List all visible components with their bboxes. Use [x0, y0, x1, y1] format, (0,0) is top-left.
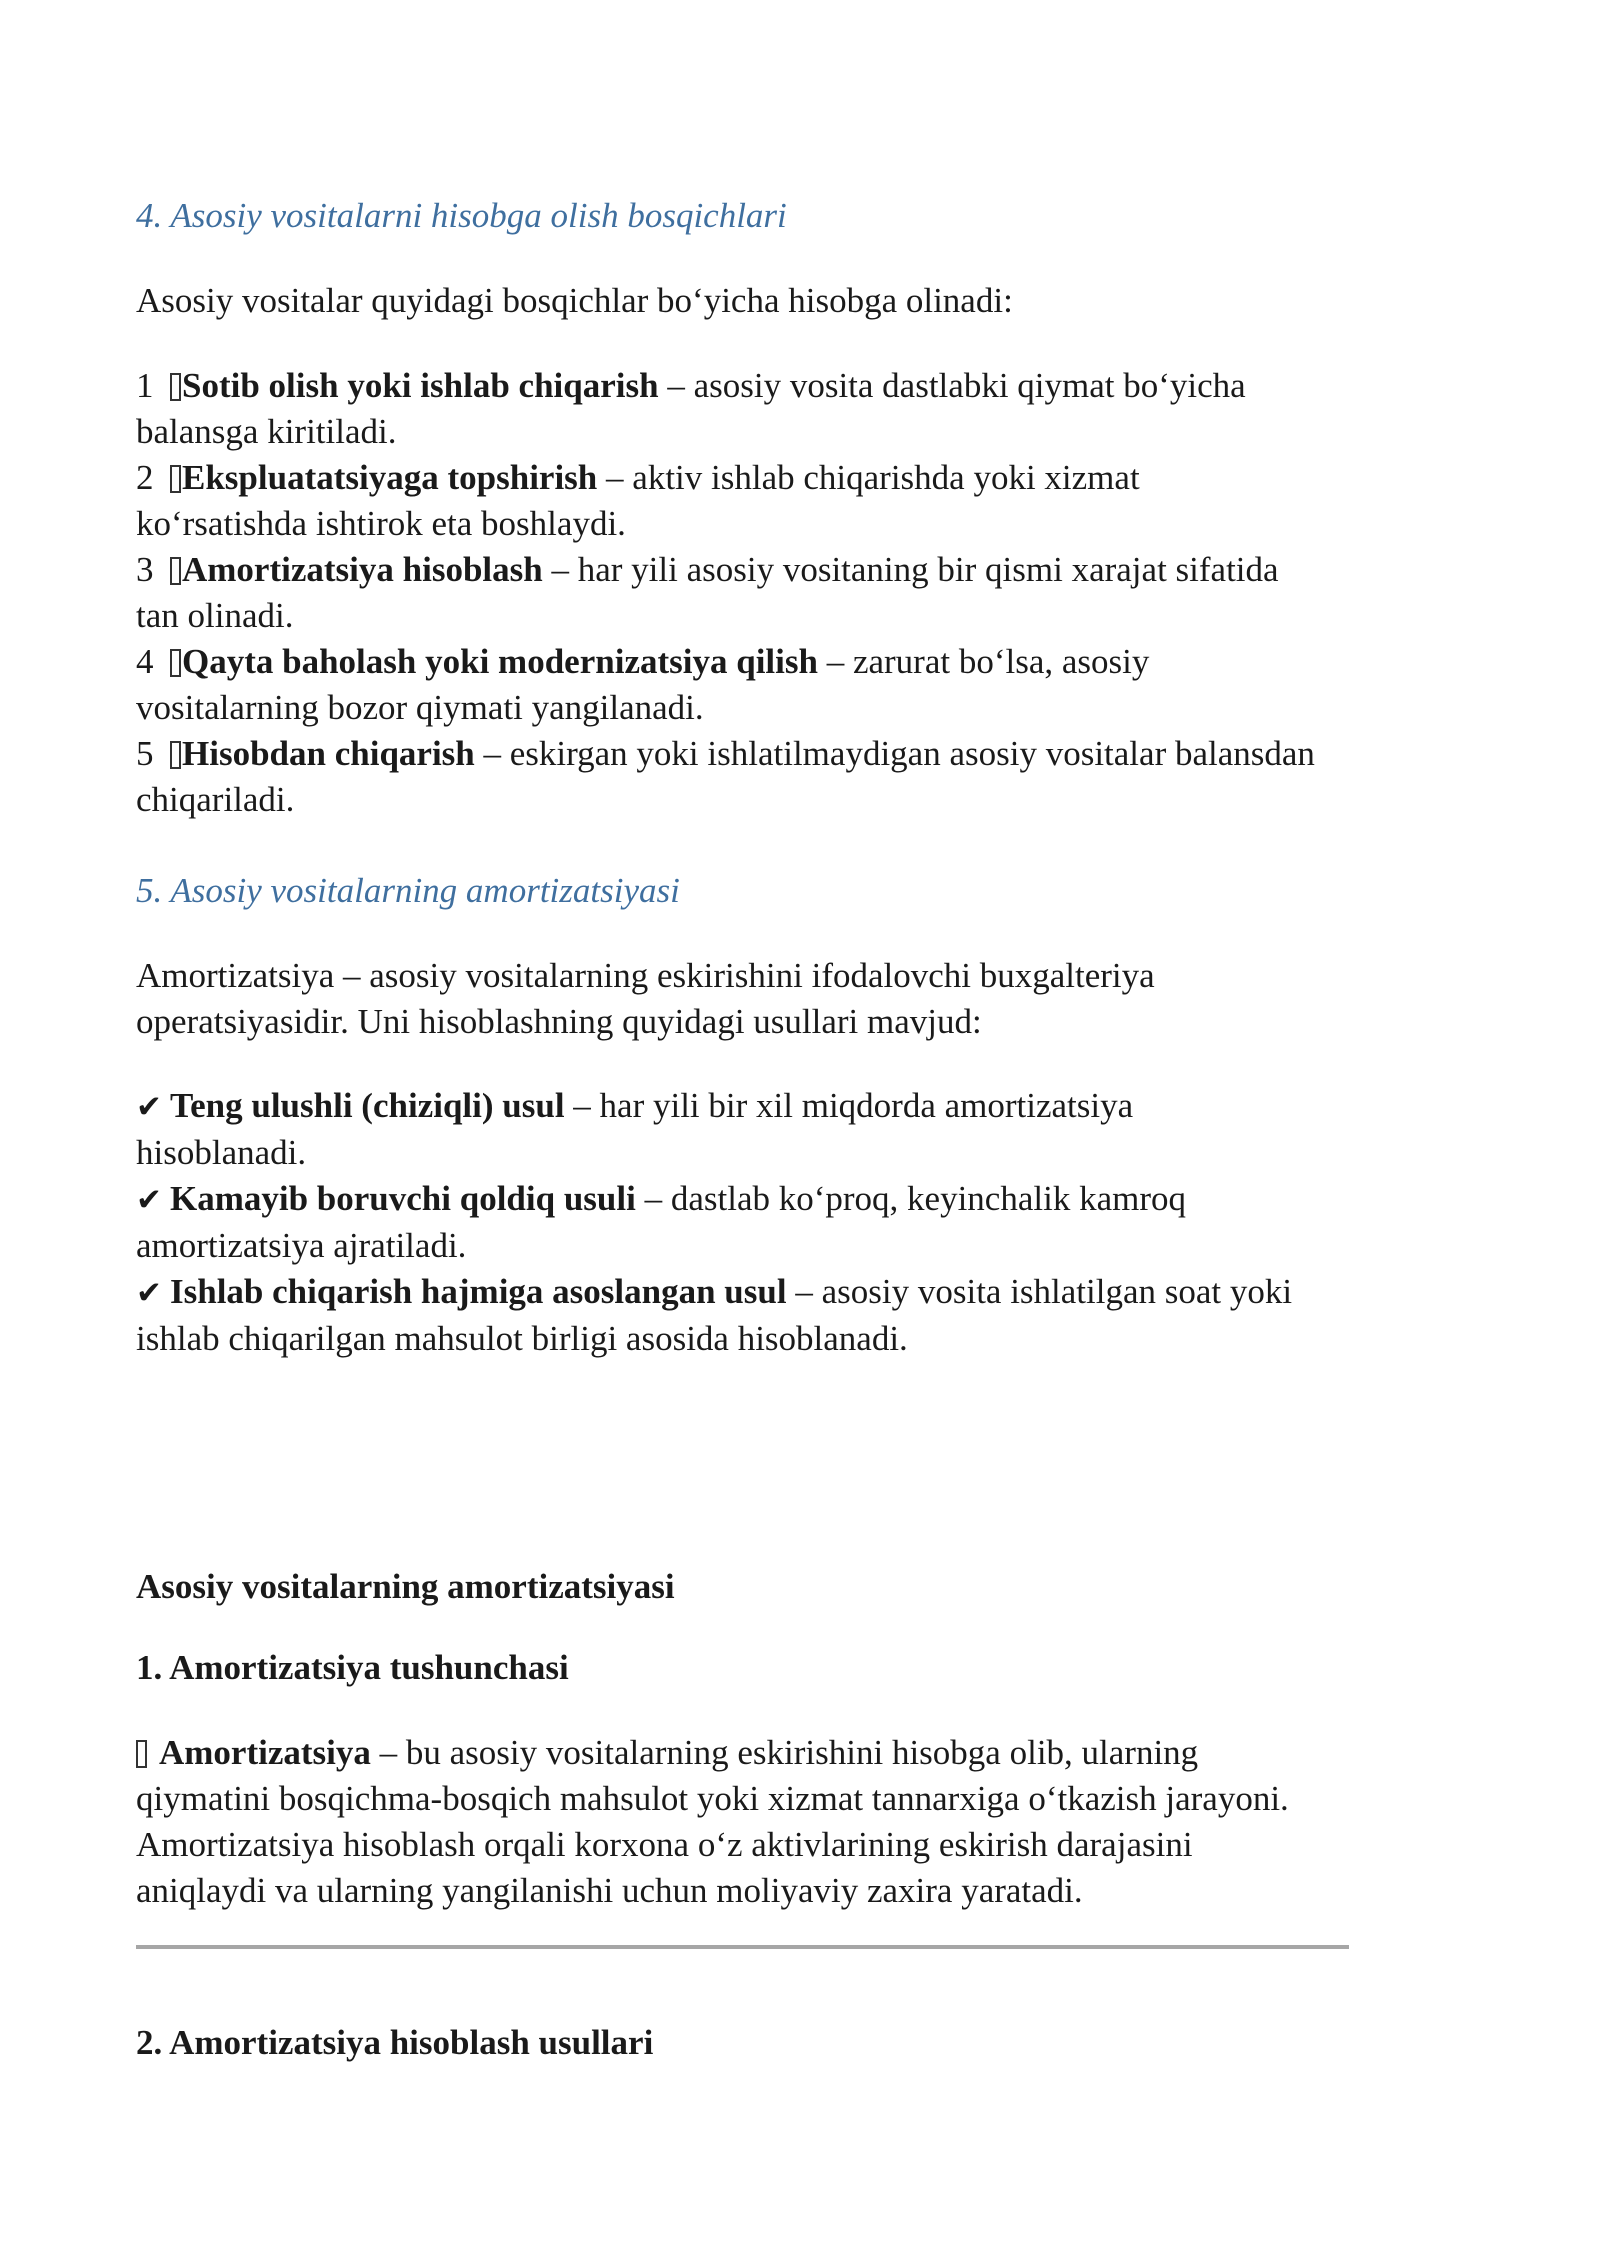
list-item: [136, 1083, 1426, 1176]
definition-text: aniqlaydi va ularning yangilanishi uchun moliyaviy zaxira yaratadi.: [136, 1871, 1083, 1910]
section-5-heading: 5. Asosiy vositalarning amortizatsiyasi: [136, 871, 680, 910]
definition-text: Amortizatsiya hisoblash orqali korxona o‘z aktivlarining eskirish darajasini: [136, 1825, 1193, 1864]
item-text-continued: tan olinadi.: [136, 596, 294, 635]
missing-glyph-icon: [170, 649, 181, 677]
list-item: [136, 1269, 1426, 1362]
list-item: [136, 547, 1426, 639]
list-item: [136, 639, 1426, 731]
missing-glyph-icon: [170, 741, 181, 769]
section-5-intro: [136, 953, 1426, 1045]
item-term: Ekspluatatsiyaga topshirish: [182, 458, 598, 497]
intro-line: Amortizatsiya – asosiy vositalarning eskirishini ifodalovchi buxgalteriya: [136, 956, 1155, 995]
item-term: Hisobdan chiqarish: [182, 734, 475, 773]
check-icon: ✔: [136, 1275, 162, 1311]
list-item: [136, 363, 1426, 455]
item-text-continued: vositalarning bozor qiymati yangilanadi.: [136, 688, 704, 727]
definition-term: Amortizatsiya: [159, 1733, 371, 1772]
item-number: 3: [136, 550, 154, 589]
item-text-continued: ko‘rsatishda ishtirok eta boshlaydi.: [136, 504, 626, 543]
item-number: 4: [136, 642, 154, 681]
item-number: 2: [136, 458, 154, 497]
method-text: – dastlab ko‘proq, keyinchalik kamroq: [635, 1179, 1186, 1218]
item-number: 1: [136, 366, 154, 405]
definition-text: qiymatini bosqichma-bosqich mahsulot yoki xizmat tannarxiga o‘tkazish jarayoni.: [136, 1779, 1289, 1818]
method-term: Teng ulushli (chiziqli) usul: [169, 1086, 565, 1125]
intro-line: operatsiyasidir. Uni hisoblashning quyidagi usullari mavjud:: [136, 1002, 982, 1041]
method-text-continued: ishlab chiqarilgan mahsulot birligi asosida hisoblanadi.: [136, 1319, 908, 1358]
methods-list: [136, 1083, 1426, 1362]
section-4-intro: Asosiy vositalar quyidagi bosqichlar bo‘yicha hisobga olinadi:: [136, 281, 1013, 320]
item-text: – zarurat bo‘lsa, asosiy: [817, 642, 1150, 681]
item-text: – asosiy vosita dastlabki qiymat bo‘yicha: [658, 366, 1246, 405]
check-icon: ✔: [136, 1089, 162, 1125]
item-number: 5: [136, 734, 154, 773]
item-text-continued: chiqariladi.: [136, 780, 295, 819]
list-item: [136, 1176, 1426, 1269]
list-item: [136, 731, 1426, 823]
horizontal-divider: [136, 1945, 1349, 1949]
definition-paragraph: [136, 1730, 1426, 1914]
list-item: [136, 455, 1426, 547]
item-text: – eskirgan yoki ishlatilmaydigan asosiy vositalar balansdan: [474, 734, 1315, 773]
method-text: – asosiy vosita ishlatilgan soat yoki: [786, 1272, 1293, 1311]
subheading-methods: 2. Amortizatsiya hisoblash usullari: [136, 2023, 654, 2062]
missing-glyph-icon: [170, 465, 181, 493]
item-term: Sotib olish yoki ishlab chiqarish: [182, 366, 659, 405]
missing-glyph-icon: [136, 1740, 147, 1768]
method-text-continued: hisoblanadi.: [136, 1133, 307, 1172]
subheading-concept: 1. Amortizatsiya tushunchasi: [136, 1648, 569, 1687]
steps-list: [136, 363, 1426, 823]
item-text: – har yili asosiy vositaning bir qismi xarajat sifatida: [542, 550, 1279, 589]
method-text-continued: amortizatsiya ajratiladi.: [136, 1226, 467, 1265]
item-term: Amortizatsiya hisoblash: [182, 550, 543, 589]
item-term: Qayta baholash yoki modernizatsiya qilish: [182, 642, 818, 681]
definition-text: – bu asosiy vositalarning eskirishini hisobga olib, ularning: [370, 1733, 1199, 1772]
check-icon: ✔: [136, 1182, 162, 1218]
missing-glyph-icon: [170, 373, 181, 401]
method-term: Ishlab chiqarish hajmiga asoslangan usul: [169, 1272, 787, 1311]
missing-glyph-icon: [170, 557, 181, 585]
part-title: Asosiy vositalarning amortizatsiyasi: [136, 1567, 675, 1606]
method-term: Kamayib boruvchi qoldiq usuli: [169, 1179, 636, 1218]
item-text: – aktiv ishlab chiqarishda yoki xizmat: [597, 458, 1140, 497]
section-4-heading: 4. Asosiy vositalarni hisobga olish bosqichlari: [136, 196, 787, 235]
item-text-continued: balansga kiritiladi.: [136, 412, 397, 451]
method-text: – har yili bir xil miqdorda amortizatsiya: [564, 1086, 1134, 1125]
